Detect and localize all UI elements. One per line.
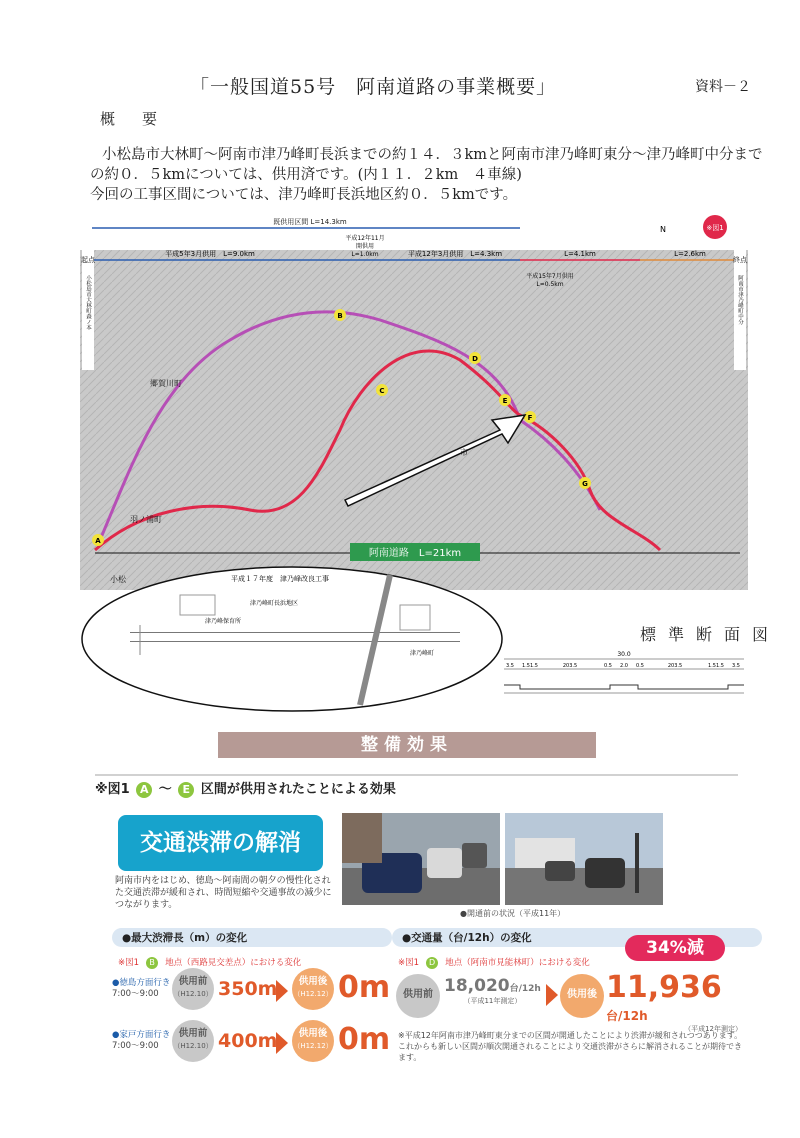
overview-text <box>90 145 770 205</box>
row1-time: 7:00～9:00 <box>112 989 159 999</box>
route-map <box>80 210 748 590</box>
point-c: C <box>379 387 385 395</box>
row2-after-bubble <box>292 1020 334 1062</box>
row2-before-date: （H12.10） <box>173 1042 213 1050</box>
volume-after-unit: 台/12h <box>606 1009 648 1023</box>
town-label-1: 郷賀川町 <box>150 379 182 388</box>
left-ref-pre: ※図1 <box>118 958 140 968</box>
volume-after <box>606 970 742 1034</box>
congestion-length-header: ●最大渋滞長（m）の変化 <box>112 928 392 947</box>
segment-label-5: L=2.6km <box>674 250 706 258</box>
effects-subtitle-pre: ※図1 <box>95 782 130 797</box>
row2-arrow-icon <box>276 1032 288 1054</box>
dim-2: 1.5 <box>530 663 538 669</box>
reduction-badge: 34%減 <box>625 935 725 961</box>
traffic-volume-header: ●交通量（台/12h）の変化 <box>392 928 762 947</box>
row1-after-label: 供用後 <box>298 976 328 987</box>
row1-before-label: 供用前 <box>178 976 208 987</box>
volume-before-value: 18,020 <box>444 976 510 996</box>
row2-after-date: （H12.12） <box>293 1042 333 1050</box>
cross-section-diagram <box>500 645 748 705</box>
effects-point-e: E <box>178 782 194 798</box>
row1-before-date: （H12.10） <box>173 990 213 998</box>
dim-6: 0.5 <box>636 663 644 669</box>
town-label-2: 羽ノ浦町 <box>130 515 162 524</box>
town-label-3: 市 <box>460 448 468 457</box>
dim-7: 203.5 <box>667 663 683 669</box>
volume-after-bubble: 供用後 <box>560 974 604 1018</box>
photo-caption: ●開通前の状況（平成11年） <box>460 909 566 918</box>
congestion-description: 阿南市内をはじめ、徳島～阿南間の朝夕の慢性化された交通渋滞が緩和され、時間短縮や交通事故の減少につながります。 <box>115 876 332 910</box>
volume-after-value: 11,936 <box>606 970 722 1005</box>
dim-4: 0.5 <box>604 663 612 669</box>
point-g: G <box>582 480 588 488</box>
row1-arrow-icon <box>276 980 288 1002</box>
traffic-photo-1 <box>342 813 500 905</box>
north-marker: N <box>660 225 666 234</box>
inset-label-2: 津乃峰町長浜地区 <box>250 600 299 607</box>
start-label: 起点 <box>81 256 95 264</box>
traffic-photo-2 <box>505 813 663 905</box>
dim-5: 2.0 <box>620 663 628 669</box>
overview-heading: 概 要 <box>100 110 164 128</box>
inset-label-3: 津乃峰町 <box>410 650 435 657</box>
point-e: E <box>502 397 508 405</box>
total-open-label: 既供用区間 L=14.3km <box>273 218 347 226</box>
dim-0: 3.5 <box>506 663 514 669</box>
point-d: D <box>472 355 478 363</box>
congestion-row-1 <box>112 968 392 1018</box>
point-a: A <box>95 537 101 545</box>
effects-subtitle-tilde: ～ <box>158 782 172 797</box>
cross-section-title: 標準断面図 <box>640 625 781 644</box>
point-f: F <box>527 414 533 422</box>
congestion-row-2 <box>112 1020 392 1070</box>
fig-ref: ※図1 <box>706 224 724 232</box>
segment-label-6-top: 平成15年7月供用 <box>526 273 574 280</box>
traffic-volume-ref <box>398 950 590 969</box>
end-place: 阿南市津乃峰町中分 <box>737 275 743 325</box>
row2-after-value: 0m <box>338 1022 391 1057</box>
row2-after-label: 供用後 <box>298 1028 328 1039</box>
segment-label-3: 平成12年3月供用 L=4.3km <box>407 250 503 258</box>
left-ref-text: 地点（西路見交差点）における変化 <box>165 958 302 968</box>
document-title: 「一般国道55号 阿南道路の事業概要」 <box>190 76 557 98</box>
volume-after-note: （平成12年測定） <box>684 1025 742 1033</box>
dim-3: 203.5 <box>562 663 578 669</box>
effects-point-a: A <box>136 782 152 798</box>
congestion-title: 交通渋滞の解消 <box>118 815 323 871</box>
overview-paragraph-2: 今回の工事区間については、津乃峰町長浜地区約０．５kmです。 <box>90 187 518 203</box>
row1-after-date: （H12.12） <box>293 990 333 998</box>
dim-1: 1.5 <box>522 663 530 669</box>
inset-caption: 平成１７年度 津乃峰改良工事 <box>231 575 329 583</box>
effects-divider <box>95 774 738 776</box>
row2-time: 7:00～9:00 <box>112 1041 159 1051</box>
inset-label-1: 津乃峰保育所 <box>205 618 242 625</box>
left-ref-point: B <box>146 957 158 969</box>
right-ref-text: 地点（阿南市見能林町）における変化 <box>445 958 590 968</box>
cross-section-total: 30.0 <box>617 651 631 658</box>
inset-plan <box>80 565 505 713</box>
dim-10: 3.5 <box>732 663 740 669</box>
segment-label-1: 平成5年3月供用 L=9.0km <box>165 250 255 258</box>
row2-direction: ●家戸方面行き <box>112 1030 171 1040</box>
dim-8: 1.5 <box>708 663 716 669</box>
volume-arrow-icon <box>546 984 558 1006</box>
row1-direction: ●徳島方面行き <box>112 978 171 988</box>
traffic-note: ※平成12年阿南市津乃峰町東分までの区間が開通したことにより渋滞が緩和されつつあります。これからも新しい区間が順次開通されることにより交通渋滞がさらに解消されることが期待できます。 <box>398 1031 743 1062</box>
volume-before-note: （平成11年測定） <box>463 997 522 1005</box>
volume-before <box>444 976 541 1006</box>
segment-label-6: L=0.5km <box>536 281 564 288</box>
volume-before-unit: 台/12h <box>509 984 541 994</box>
overview-paragraph-1: 小松島市大林町～阿南市津乃峰町長浜までの約１４．３kmと阿南市津乃峰町東分～津乃峰町中分までの約０．５kmについては、供用済です。(内１１．２km ４車線) <box>90 147 763 183</box>
row2-before-bubble <box>172 1020 214 1062</box>
segment-label-2-mid: 開供用 <box>355 243 375 250</box>
segment-label-2-top: 平成12年11月 <box>345 235 385 242</box>
effects-subtitle-post: 区間が供用されたことによる効果 <box>200 782 396 797</box>
congestion-length-ref <box>118 950 301 969</box>
volume-before-bubble: 供用前 <box>396 974 440 1018</box>
row1-after-bubble <box>292 968 334 1010</box>
row2-before-value: 400m <box>218 1030 278 1052</box>
row1-before-bubble <box>172 968 214 1010</box>
row1-after-value: 0m <box>338 970 391 1005</box>
right-ref-pre: ※図1 <box>398 958 420 968</box>
row2-before-label: 供用前 <box>178 1028 208 1039</box>
document-number: 資料－２ <box>695 79 751 95</box>
town-label-4: 小松 <box>110 575 126 584</box>
segment-label-2: L=1.0km <box>351 251 379 258</box>
road-length-label: 阿南道路 L=21km <box>368 548 462 559</box>
effects-banner: 整備効果 <box>218 732 596 758</box>
start-place: 小松島市大林町森ノ本 <box>85 275 91 330</box>
end-label: 終点 <box>733 256 747 264</box>
row1-before-value: 350m <box>218 978 278 1000</box>
traffic-volume-row <box>392 970 742 1033</box>
right-ref-point: D <box>426 957 438 969</box>
segment-label-4: L=4.1km <box>564 250 596 258</box>
effects-subtitle <box>95 778 396 798</box>
dim-9: 1.5 <box>716 663 724 669</box>
point-b: B <box>337 312 343 320</box>
